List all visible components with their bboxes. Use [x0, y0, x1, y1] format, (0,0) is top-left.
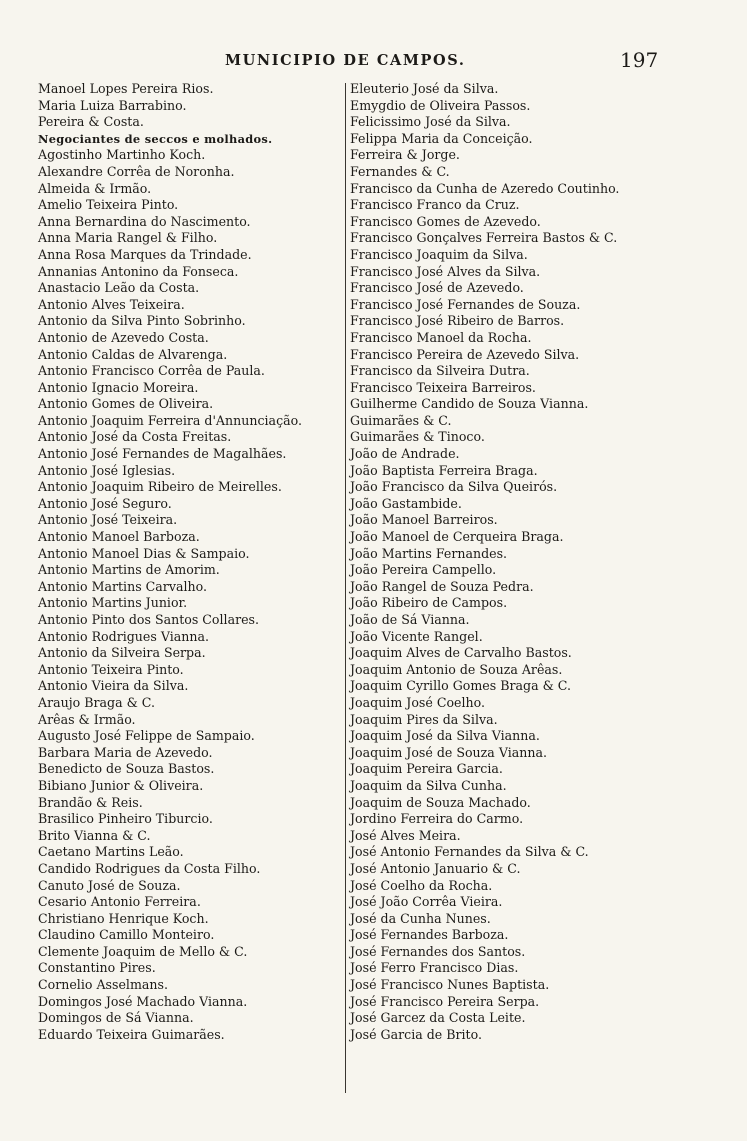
directory-entry: Joaquim Alves de Carvalho Bastos.	[350, 645, 572, 661]
directory-entry: José Antonio Januario & C.	[350, 860, 521, 876]
directory-entry: João Ribeiro de Campos.	[350, 595, 508, 611]
directory-entry: Brandão & Reis.	[38, 794, 143, 810]
directory-entry: Ferreira & Jorge.	[350, 147, 460, 163]
directory-entry: Araujo Braga & C.	[38, 694, 155, 710]
directory-entry: Alexandre Corrêa de Noronha.	[38, 163, 235, 179]
directory-entry: João Francisco da Silva Queirós.	[350, 479, 558, 495]
directory-entry: Antonio da Silveira Serpa.	[38, 645, 206, 661]
directory-entry: José Ferro Francisco Dias.	[350, 960, 519, 976]
directory-entry: Antonio Francisco Corrêa de Paula.	[38, 363, 265, 379]
directory-entry: Anna Bernardina do Nascimento.	[38, 213, 251, 229]
directory-entry: José Fernandes dos Santos.	[350, 943, 526, 959]
directory-entry: Francisco Franco da Cruz.	[350, 197, 520, 213]
directory-entry: João Gastambide.	[350, 495, 462, 511]
directory-entry: Claudino Camillo Monteiro.	[38, 927, 215, 943]
left-column	[38, 81, 338, 1043]
directory-entry: Candido Rodrigues da Costa Filho.	[38, 860, 261, 876]
page-title: MUNICIPIO DE CAMPOS.	[225, 52, 466, 69]
directory-entry: Antonio José da Costa Freitas.	[38, 429, 232, 445]
directory-entry: Antonio Manoel Barboza.	[38, 529, 200, 545]
directory-entry: Antonio Joaquim Ferreira d'Annunciação.	[38, 412, 302, 428]
directory-entry: José Coelho da Rocha.	[350, 877, 493, 893]
directory-entry: Benedicto de Souza Bastos.	[38, 761, 215, 777]
directory-entry: Joaquim José Coelho.	[350, 694, 486, 710]
directory-entry: Arêas & Irmão.	[38, 711, 136, 727]
directory-entry: Constantino Pires.	[38, 960, 156, 976]
directory-entry: João Baptista Ferreira Braga.	[350, 462, 538, 478]
directory-entry: Joaquim José da Silva Vianna.	[350, 728, 540, 744]
directory-entry: Francisco Manoel da Rocha.	[350, 329, 532, 345]
directory-entry: Annanias Antonino da Fonseca.	[38, 263, 239, 279]
directory-entry: Francisco Joaquim da Silva.	[350, 246, 528, 262]
directory-entry: Anna Maria Rangel & Filho.	[38, 230, 218, 246]
directory-entry: Francisco da Cunha de Azeredo Coutinho.	[350, 180, 620, 196]
directory-entry: José Garcia de Brito.	[350, 1026, 482, 1042]
directory-entry: João Martins Fernandes.	[350, 545, 508, 561]
directory-entry: José Alves Meira.	[350, 827, 461, 843]
directory-entry: Antonio Martins de Amorim.	[38, 562, 220, 578]
directory-entry: Antonio Martins Carvalho.	[38, 578, 207, 594]
directory-entry: Pereira & Costa.	[38, 114, 144, 130]
directory-entry: Antonio Alves Teixeira.	[38, 296, 185, 312]
directory-entry: Antonio Vieira da Silva.	[38, 678, 189, 694]
directory-entry: José Garcez da Costa Leite.	[350, 1010, 526, 1026]
directory-entry: Barbara Maria de Azevedo.	[38, 744, 213, 760]
directory-entry: Antonio da Silva Pinto Sobrinho.	[38, 313, 246, 329]
page-number: 197	[620, 48, 659, 72]
directory-entry: Caetano Martins Leão.	[38, 844, 184, 860]
directory-entry: João Manoel de Cerqueira Braga.	[350, 529, 564, 545]
directory-entry: João Rangel de Souza Pedra.	[350, 578, 534, 594]
directory-entry: Antonio Gomes de Oliveira.	[38, 396, 214, 412]
directory-entry: Francisco Gonçalves Ferreira Bastos & C.	[350, 230, 618, 246]
directory-entry: José Francisco Pereira Serpa.	[350, 993, 540, 1009]
directory-entry: João Vicente Rangel.	[350, 628, 483, 644]
directory-entry: José Antonio Fernandes da Silva & C.	[350, 844, 589, 860]
directory-entry: José da Cunha Nunes.	[350, 910, 491, 926]
directory-entry: Antonio Rodrigues Vianna.	[38, 628, 209, 644]
section-heading: Negociantes de seccos e molhados.	[38, 131, 273, 146]
directory-entry: Joaquim Pires da Silva.	[350, 711, 498, 727]
directory-entry: José Francisco Nunes Baptista.	[350, 977, 550, 993]
directory-entry: João Pereira Campello.	[350, 562, 497, 578]
directory-entry: Agostinho Martinho Koch.	[38, 147, 206, 163]
directory-entry: Antonio de Azevedo Costa.	[38, 329, 209, 345]
directory-entry: Manoel Lopes Pereira Rios.	[38, 81, 214, 96]
directory-entry: Antonio Joaquim Ribeiro de Meirelles.	[38, 479, 282, 495]
directory-entry: Antonio José Seguro.	[38, 495, 172, 511]
directory-entry: Francisco Teixeira Barreiros.	[350, 379, 536, 395]
directory-entry: Francisco José Alves da Silva.	[350, 263, 541, 279]
directory-entry: Antonio Ignacio Moreira.	[38, 379, 199, 395]
directory-entry: Francisco Pereira de Azevedo Silva.	[350, 346, 580, 362]
directory-entry: Antonio José Fernandes de Magalhães.	[38, 446, 287, 462]
directory-entry: João Manoel Barreiros.	[350, 512, 498, 528]
directory-entry: Guilherme Candido de Souza Vianna.	[350, 396, 589, 412]
column-divider	[345, 83, 346, 1093]
directory-entry: Francisco José Ribeiro de Barros.	[350, 313, 565, 329]
directory-entry: José João Corrêa Vieira.	[350, 894, 503, 910]
directory-entry: Cornelio Asselmans.	[38, 977, 168, 993]
directory-entry: Jordino Ferreira do Carmo.	[350, 811, 524, 827]
directory-entry: Bibiano Junior & Oliveira.	[38, 777, 204, 793]
directory-entry: José Fernandes Barboza.	[350, 927, 509, 943]
directory-entry: Felippa Maria da Conceição.	[350, 130, 533, 146]
directory-entry: Anna Rosa Marques da Trindade.	[38, 246, 252, 262]
directory-entry: Joaquim José de Souza Vianna.	[350, 744, 547, 760]
directory-entry: Anastacio Leão da Costa.	[38, 280, 200, 296]
directory-entry: Christiano Henrique Koch.	[38, 910, 209, 926]
directory-entry: Guimarães & C.	[350, 412, 452, 428]
directory-entry: Fernandes & C.	[350, 163, 450, 179]
directory-entry: Guimarães & Tinoco.	[350, 429, 485, 445]
directory-entry: Francisco da Silveira Dutra.	[350, 363, 530, 379]
directory-entry: Brito Vianna & C.	[38, 827, 151, 843]
directory-entry: Antonio Teixeira Pinto.	[38, 661, 184, 677]
directory-entry: Francisco José de Azevedo.	[350, 280, 524, 296]
directory-entry: Antonio Martins Junior.	[38, 595, 188, 611]
directory-entry: Joaquim Cyrillo Gomes Braga & C.	[350, 678, 571, 694]
directory-entry: Joaquim Antonio de Souza Arêas.	[350, 661, 563, 677]
directory-entry: Eleuterio José da Silva.	[350, 81, 499, 96]
directory-entry: Almeida & Irmão.	[38, 180, 152, 196]
right-column	[350, 81, 730, 1043]
directory-entry: Augusto José Felippe de Sampaio.	[38, 728, 255, 744]
directory-entry: Joaquim Pereira Garcia.	[350, 761, 503, 777]
directory-entry: Amelio Teixeira Pinto.	[38, 197, 179, 213]
directory-entry: Antonio José Teixeira.	[38, 512, 178, 528]
directory-entry: Canuto José de Souza.	[38, 877, 181, 893]
directory-entry: Emygdio de Oliveira Passos.	[350, 97, 531, 113]
directory-entry: Francisco José Fernandes de Souza.	[350, 296, 581, 312]
directory-entry: Clemente Joaquim de Mello & C.	[38, 943, 248, 959]
directory-entry: Maria Luiza Barrabino.	[38, 97, 187, 113]
directory-entry: Domingos José Machado Vianna.	[38, 993, 248, 1009]
directory-entry: Felicissimo José da Silva.	[350, 114, 511, 130]
page-header	[0, 48, 747, 76]
directory-entry: Domingos de Sá Vianna.	[38, 1010, 194, 1026]
directory-entry: João de Andrade.	[350, 446, 460, 462]
directory-entry: Brasilico Pinheiro Tiburcio.	[38, 811, 213, 827]
directory-entry: Cesario Antonio Ferreira.	[38, 894, 201, 910]
directory-entry: João de Sá Vianna.	[350, 612, 470, 627]
directory-entry: Antonio Manoel Dias & Sampaio.	[38, 545, 250, 561]
directory-entry: Antonio José Iglesias.	[38, 462, 176, 478]
directory-entry: Joaquim de Souza Machado.	[350, 794, 531, 810]
directory-entry: Antonio Caldas de Alvarenga.	[38, 346, 228, 362]
directory-entry: Francisco Gomes de Azevedo.	[350, 213, 541, 229]
directory-entry: Eduardo Teixeira Guimarães.	[38, 1026, 225, 1042]
directory-entry: Joaquim da Silva Cunha.	[350, 777, 507, 793]
directory-entry: Antonio Pinto dos Santos Collares.	[38, 612, 260, 627]
